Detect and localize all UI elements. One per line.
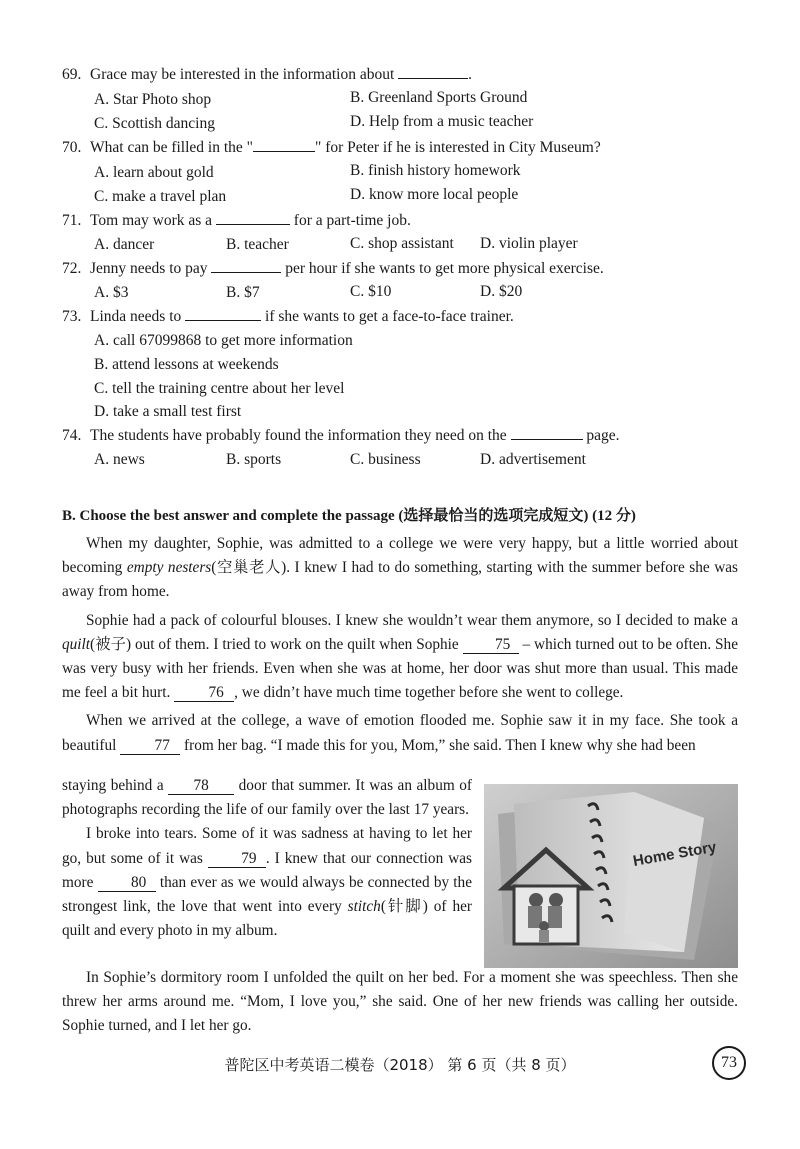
emphasis-text: quilt xyxy=(62,635,91,653)
album-title-text: Home Story xyxy=(631,838,718,870)
answer-blank xyxy=(398,66,468,79)
option-c: C. $10 xyxy=(350,283,392,300)
paragraph-3: When we arrived at the college, a wave of emotion flooded me. Sophie saw it in my face. She took a beautiful 77 from her bag. “I made this for you, Mom,” she said. Then I knew why she had been xyxy=(62,712,738,754)
paragraph-2: Sophie had a pack of colourful blouses. I knew she wouldn’t wear them anymore, so I decided to make a quilt(被子) out of them. I tried to work on the quilt when Sophie 75 – which turned out to be often. She was very busy with her friends. Even when she was at home, her door was shut more than usual. This made me feel a bit hurt. 76 , we didn’t have much time together before she went to college. xyxy=(62,611,738,702)
option-d: D. know more local people xyxy=(350,186,519,203)
section-heading: B. Choose the best answer and complete the passage (选择最恰当的选项完成短文) (12 分) xyxy=(62,508,636,524)
option-d: D. $20 xyxy=(480,283,523,300)
passage-top xyxy=(62,532,738,758)
question-text: Jenny needs to pay xyxy=(90,260,208,277)
answer-blank xyxy=(211,260,281,273)
emphasis-text: stitch xyxy=(347,898,381,916)
album-illustration xyxy=(484,784,738,968)
option-a: A. call 67099868 to get more information xyxy=(94,332,353,349)
option-b: B. $7 xyxy=(226,284,260,301)
option-b: B. sports xyxy=(226,451,282,468)
option-c: C. tell the training centre about her level xyxy=(94,380,345,397)
gap-77: 77 xyxy=(120,738,180,755)
question-number: 70. xyxy=(62,139,82,156)
question-number: 74. xyxy=(62,427,82,444)
option-b: B. attend lessons at weekends xyxy=(94,356,279,373)
question-71 xyxy=(62,212,411,230)
paragraph-4: I broke into tears. Some of it was sadness at having to let her go, but some of it was 79 . I knew that our connection was more 80 than ever as we would always be connected by the strongest link, the love that went into every stitch(针脚) of her quilt and every photo in my album. xyxy=(62,825,472,940)
question-number: 72. xyxy=(62,260,82,277)
question-text-end: per hour if she wants to get more physical exercise. xyxy=(285,260,604,277)
question-text-end: if she wants to get a face-to-face trainer. xyxy=(265,308,514,325)
question-72 xyxy=(62,260,604,278)
question-70 xyxy=(62,139,601,157)
question-73 xyxy=(62,308,514,326)
option-c: C. shop assistant xyxy=(350,235,454,252)
option-c: C. make a travel plan xyxy=(94,188,227,205)
option-a: A. Star Photo shop xyxy=(94,91,212,108)
paragraph-5: In Sophie’s dormitory room I unfolded the quilt on her bed. For a moment she was speechless. Then she threw her arms around me. “Mom, I love you,” she said. One of her new friends was calling her outside. Sophie turned, and I let her go. xyxy=(62,969,738,1035)
option-d: D. Help from a music teacher xyxy=(350,113,534,130)
question-text: What can be filled in the " xyxy=(90,139,253,156)
option-a: A. dancer xyxy=(94,236,155,253)
paragraph-3-continued: staying behind a 78 door that summer. It was an album of photographs recording the life of our family over the last 17 years. xyxy=(62,777,472,819)
gap-76: 76 xyxy=(174,685,234,702)
question-69 xyxy=(62,66,472,84)
answer-blank xyxy=(253,139,315,152)
question-text-end: page. xyxy=(586,427,620,444)
question-number: 69. xyxy=(62,66,82,83)
page-number-badge: 73 xyxy=(712,1046,746,1080)
question-text: The students have probably found the information they need on the xyxy=(90,427,507,444)
option-c: C. Scottish dancing xyxy=(94,115,215,132)
question-text: Tom may work as a xyxy=(90,212,213,229)
option-d: D. violin player xyxy=(480,235,578,252)
option-a: A. news xyxy=(94,451,145,468)
question-number: 73. xyxy=(62,308,82,325)
answer-blank xyxy=(216,212,290,225)
option-d: D. advertisement xyxy=(480,451,586,468)
option-b: B. Greenland Sports Ground xyxy=(350,89,528,106)
option-d: D. take a small test first xyxy=(94,403,242,420)
option-a: A. learn about gold xyxy=(94,164,214,181)
question-74 xyxy=(62,427,620,445)
question-text: Linda needs to xyxy=(90,308,182,325)
emphasis-text: empty nesters xyxy=(126,559,212,577)
question-text-end: for a part-time job. xyxy=(293,212,411,229)
option-b: B. finish history homework xyxy=(350,162,521,179)
answer-blank xyxy=(511,427,583,440)
passage-bottom xyxy=(62,966,738,1039)
question-number: 71. xyxy=(62,212,82,229)
option-c: C. business xyxy=(350,451,421,468)
gap-78: 78 xyxy=(168,778,234,795)
gap-80: 80 xyxy=(98,875,156,892)
paragraph-1: When my daughter, Sophie, was admitted to a college we were very happy, but a little worried about becoming empty nesters(空巢老人). I knew I had to do something, starting with the summer before she was away from home. xyxy=(62,535,738,601)
page-footer: 普陀区中考英语二模卷（2018） 第 6 页（共 8 页） xyxy=(224,1056,576,1074)
gap-79: 79 xyxy=(208,851,266,868)
question-text-end: . xyxy=(468,66,473,83)
question-text-end: " for Peter if he is interested in City Museum? xyxy=(315,139,601,156)
option-b: B. teacher xyxy=(226,236,289,253)
passage-wrapped xyxy=(62,774,472,943)
gap-75: 75 xyxy=(463,637,519,654)
answer-blank xyxy=(185,308,261,321)
question-text: Grace may be interested in the information about xyxy=(90,66,395,83)
option-a: A. $3 xyxy=(94,284,129,301)
